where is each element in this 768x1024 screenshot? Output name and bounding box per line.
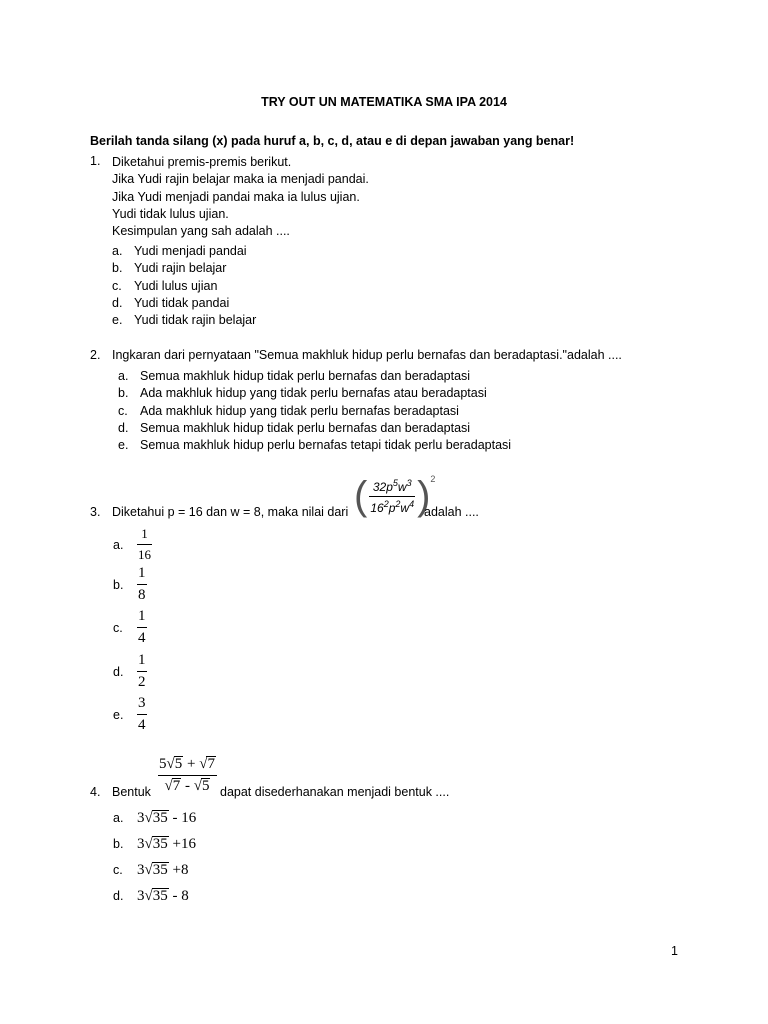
tail: +8 xyxy=(172,862,189,878)
operator: - xyxy=(184,778,190,794)
numerator: 1 xyxy=(138,652,146,668)
q4-option-d[interactable] xyxy=(113,888,189,905)
den-p: p xyxy=(388,500,396,515)
option-letter: d. xyxy=(113,664,124,679)
tail: +16 xyxy=(172,836,196,852)
option-text: Yudi rajin belajar xyxy=(134,261,227,276)
fraction-bar xyxy=(137,544,152,545)
option-text: Yudi tidak rajin belajar xyxy=(134,313,257,328)
fraction-bar xyxy=(369,496,415,497)
q4-stem-after: dapat disederhanakan menjadi bentuk .... xyxy=(220,785,450,799)
sqrt-symbol: √ xyxy=(144,810,153,826)
option-letter: d. xyxy=(112,295,123,310)
option-expression xyxy=(137,836,196,852)
option-fraction xyxy=(137,526,152,563)
q3-fraction xyxy=(369,478,415,515)
q3-denominator xyxy=(369,499,415,515)
numerator: 3 xyxy=(138,695,146,711)
option-fraction xyxy=(137,565,147,604)
option-letter: d. xyxy=(113,889,124,903)
q2-option-c[interactable] xyxy=(118,403,511,420)
sqrt-symbol: √ xyxy=(193,778,202,794)
q3-numerator xyxy=(372,478,413,494)
coef: 3 xyxy=(137,888,145,904)
option-expression xyxy=(137,888,189,904)
q1-line: Kesimpulan yang sah adalah .... xyxy=(112,224,290,239)
den-w: w xyxy=(400,500,410,515)
denominator: 16 xyxy=(138,547,151,562)
option-letter: c. xyxy=(112,278,122,293)
q4-option-b[interactable] xyxy=(113,836,196,853)
option-text: Ada makhluk hidup yang tidak perlu bernafas atau beradaptasi xyxy=(140,386,487,401)
instructions: Berilah tanda silang (x) pada huruf a, b, c, d, atau e di depan jawaban yang benar! xyxy=(90,134,575,148)
fraction-bar xyxy=(137,627,147,628)
num-coef: 32p xyxy=(372,479,393,494)
option-letter: a. xyxy=(113,811,124,825)
left-paren: ( xyxy=(354,474,368,518)
option-letter: a. xyxy=(118,369,129,383)
option-letter: a. xyxy=(112,244,123,258)
option-letter: a. xyxy=(113,537,124,552)
option-text: Semua makhluk hidup perlu bernafas tetapi tidak perlu beradaptasi xyxy=(140,438,512,453)
fraction-bar xyxy=(137,714,147,715)
radicand: 35 xyxy=(152,888,168,904)
sqrt-symbol: √ xyxy=(199,756,208,772)
q3-option-a[interactable] xyxy=(113,526,152,563)
denominator: 8 xyxy=(138,587,146,603)
q3-number: 3. xyxy=(90,505,101,519)
q3-option-e[interactable] xyxy=(113,695,147,734)
denominator: 4 xyxy=(138,630,146,646)
q2-option-b[interactable] xyxy=(118,385,511,402)
coef: 3 xyxy=(137,862,145,878)
q4-stem-before: Bentuk xyxy=(112,785,151,799)
q2-number: 2. xyxy=(90,348,101,362)
q1-option-e[interactable] xyxy=(112,312,256,329)
q2-option-e[interactable] xyxy=(118,437,511,454)
q1-option-a[interactable] xyxy=(112,243,256,260)
sqrt-symbol: √ xyxy=(144,836,153,852)
exp: 4 xyxy=(409,498,415,509)
q1-number: 1. xyxy=(90,154,101,168)
numerator: 1 xyxy=(141,526,148,541)
q4-fraction xyxy=(158,756,217,795)
q4-denominator xyxy=(163,778,211,795)
fraction-bar xyxy=(137,584,147,585)
q1-stem xyxy=(112,154,369,240)
option-text: Semua makhluk hidup tidak perlu bernafas dan beradaptasi xyxy=(140,420,471,435)
option-letter: e. xyxy=(112,313,123,328)
coef: 3 xyxy=(137,810,145,826)
page-number: 1 xyxy=(671,944,678,958)
exp: 3 xyxy=(406,477,412,488)
radicand: 7 xyxy=(172,778,181,794)
option-letter: c. xyxy=(113,863,123,877)
q3-option-d[interactable] xyxy=(113,652,147,691)
document-title: TRY OUT UN MATEMATIKA SMA IPA 2014 xyxy=(261,95,507,109)
option-letter: d. xyxy=(118,420,129,435)
q2-option-d[interactable] xyxy=(118,420,511,437)
denominator: 2 xyxy=(138,674,146,690)
q4-option-c[interactable] xyxy=(113,862,188,879)
tail: - 8 xyxy=(172,888,189,904)
exp: 2 xyxy=(395,498,401,509)
coef: 3 xyxy=(137,836,145,852)
option-expression xyxy=(137,862,188,878)
option-letter: b. xyxy=(112,261,123,276)
q1-line: Diketahui premis-premis berikut. xyxy=(112,155,292,169)
sqrt-symbol: √ xyxy=(144,888,153,904)
q4-expression xyxy=(158,756,217,795)
fraction-bar xyxy=(158,775,217,776)
option-letter: c. xyxy=(118,403,128,418)
sqrt-symbol: √ xyxy=(166,756,175,772)
exp: 2 xyxy=(383,498,389,509)
radicand: 7 xyxy=(207,756,215,772)
option-text: Semua makhluk hidup tidak perlu bernafas dan beradaptasi xyxy=(140,369,471,383)
q4-numerator xyxy=(158,756,217,773)
tail: - 16 xyxy=(172,810,197,826)
option-letter: b. xyxy=(113,577,124,592)
den-coef: 16 xyxy=(370,500,384,515)
radicand: 5 xyxy=(174,756,183,772)
q1-line: Jika Yudi rajin belajar maka ia menjadi pandai. xyxy=(112,172,369,187)
q1-options xyxy=(112,243,256,329)
q3-option-c[interactable] xyxy=(113,608,147,647)
denominator: 4 xyxy=(138,717,146,733)
option-text: Yudi menjadi pandai xyxy=(134,244,247,258)
option-fraction xyxy=(137,695,147,734)
option-text: Yudi tidak pandai xyxy=(134,295,230,310)
exp: 5 xyxy=(392,477,398,488)
option-text: Yudi lulus ujian xyxy=(134,278,218,293)
option-letter: c. xyxy=(113,620,123,635)
radicand: 35 xyxy=(152,810,168,826)
q4-option-a[interactable] xyxy=(113,810,196,827)
outer-exponent: 2 xyxy=(430,474,436,484)
q3-stem-before: Diketahui p = 16 dan w = 8, maka nilai dari xyxy=(112,505,349,519)
q2-option-a[interactable] xyxy=(118,368,511,385)
option-letter: b. xyxy=(113,837,124,851)
option-expression xyxy=(137,810,196,826)
option-letter: e. xyxy=(113,707,124,722)
q1-option-b[interactable] xyxy=(112,260,256,277)
q1-line: Yudi tidak lulus ujian. xyxy=(112,206,229,221)
numerator: 1 xyxy=(138,565,146,581)
right-paren: ) xyxy=(417,474,431,518)
numerator: 1 xyxy=(138,608,146,624)
q2-stem: Ingkaran dari pernyataan "Semua makhluk hidup perlu bernafas dan beradaptasi."adalah .... xyxy=(112,348,622,362)
sqrt-symbol: √ xyxy=(144,862,153,878)
operator: + xyxy=(186,756,196,772)
num-w: w xyxy=(397,479,407,494)
option-letter: e. xyxy=(118,438,129,453)
option-fraction xyxy=(137,652,147,691)
q1-option-c[interactable] xyxy=(112,278,256,295)
fraction-bar xyxy=(137,671,147,672)
q1-line: Jika Yudi menjadi pandai maka ia lulus ujian. xyxy=(112,189,360,204)
option-text: Ada makhluk hidup yang tidak perlu bernafas beradaptasi xyxy=(140,403,459,418)
q2-options xyxy=(118,368,511,454)
q3-stem-after: adalah .... xyxy=(424,505,479,519)
option-fraction xyxy=(137,608,147,647)
q1-option-d[interactable] xyxy=(112,295,256,312)
radicand: 5 xyxy=(201,778,210,794)
q3-option-b[interactable] xyxy=(113,565,147,604)
sqrt-symbol: √ xyxy=(164,778,173,794)
q4-number: 4. xyxy=(90,785,101,799)
num-coef: 5 xyxy=(159,756,167,772)
radicand: 35 xyxy=(152,862,168,878)
option-letter: b. xyxy=(118,386,129,401)
radicand: 35 xyxy=(152,836,168,852)
